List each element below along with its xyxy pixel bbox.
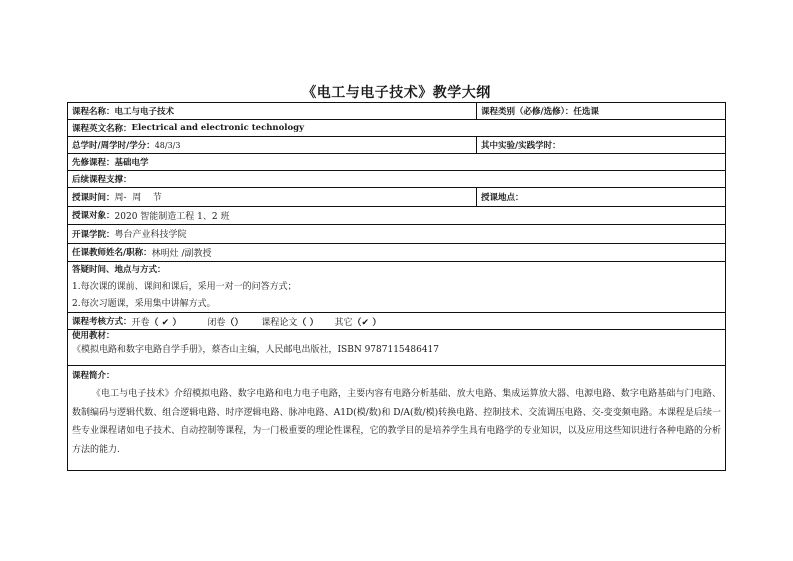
prerequisite-cell: [68, 154, 725, 170]
english-name-label: 课程英文名称：: [72, 124, 132, 134]
qa-label: 答疑时间、地点与方式：: [72, 265, 166, 275]
hours-cell: [68, 137, 477, 153]
target-label: 授课对象：: [72, 211, 115, 222]
college-cell: [68, 225, 725, 243]
open-book-checkbox: （ ✔ ）: [149, 317, 182, 328]
college-value: 粤台产业科技学院: [114, 230, 187, 241]
teaching-location-label: 授课地点：: [481, 192, 524, 203]
course-type-value: 任选课: [573, 107, 599, 117]
row-intro: [68, 366, 725, 470]
followup-cell: [68, 171, 725, 187]
document-title: 《电工与电子技术》教学大纲: [302, 85, 491, 101]
row-assessment: [68, 313, 725, 330]
intro-label: 课程简介：: [72, 371, 115, 381]
paper-checkbox: （ ）: [297, 317, 319, 328]
row-textbook: [68, 330, 725, 366]
followup-label: 后续课程支撑：: [72, 175, 132, 185]
lab-hours-cell: [477, 137, 725, 153]
prerequisite-label: 先修课程：: [72, 158, 115, 168]
course-name-cell: [68, 103, 477, 119]
target-value: 2020 智能制造工程 1、2 班: [114, 211, 230, 222]
english-name-value: Electrical and electronic technology: [131, 123, 305, 133]
teaching-time-label: 授课时间：: [72, 192, 115, 203]
course-type-label: 课程类别（必修/选修）：: [481, 107, 574, 117]
textbook-value: 《模拟电路和数字电路自学手册》，蔡杏山主编，人民邮电出版社，ISBN 9787115486417: [72, 345, 440, 355]
textbook-label: 使用教材：: [72, 331, 115, 341]
row-followup: [68, 171, 725, 188]
course-name-label: 课程名称：: [72, 107, 115, 117]
row-teaching-time: [68, 188, 725, 207]
intro-cell: [68, 366, 725, 470]
closed-book-checkbox: （）: [225, 317, 244, 328]
assessment-cell: [68, 313, 725, 329]
other-checkbox: （✔ ）: [352, 317, 382, 328]
hours-value: 48/3/3: [154, 140, 181, 150]
assessment-option-closed-book: [207, 315, 243, 328]
assessment-option-other: [335, 315, 382, 328]
row-english-name: [68, 120, 725, 137]
textbook-cell: [68, 330, 725, 365]
row-target: [68, 207, 725, 226]
qa-cell: [68, 262, 725, 312]
assessment-option-open-book: [132, 315, 182, 328]
paper-label: 课程论文: [261, 317, 298, 328]
qa-line-2: 2.每次习题课，采用集中讲解方式。: [72, 299, 216, 309]
target-cell: [68, 207, 725, 225]
course-name-value: 电工与电子技术: [114, 107, 175, 117]
assessment-label: 课程考核方式：: [72, 317, 132, 327]
row-hours: [68, 137, 725, 154]
teacher-label: 任课教师姓名/职称：: [72, 248, 152, 259]
teacher-cell: [68, 244, 725, 262]
assessment-option-paper: [261, 315, 318, 328]
other-label: 其它: [334, 317, 353, 328]
teaching-time-cell: [68, 188, 477, 206]
english-name-cell: [68, 120, 725, 136]
teaching-time-value: 周- 周 节: [114, 193, 162, 204]
course-type-cell: [477, 103, 725, 119]
lab-hours-label: 其中实验/实践学时：: [481, 141, 561, 151]
open-book-label: 开卷: [131, 317, 150, 328]
syllabus-table: [67, 102, 726, 471]
intro-text: 《电工与电子技术》介绍模拟电路、数字电路和电力电子电路，主要内容有电路分析基础、放大电路、集成运算放大器、电源电路、数字电路基础与门电路、数制编码与逻辑代数、组合逻辑电路、时序逻辑电路、脉冲电路、A1D(模/数)和 D/A(数/模)转换电路、控制技术、交流调压电路、交-变变频电路。本课程是后续一些专业课程诸如电子技术、自动控制等课程，为一门极重要的理论性课程，它的教学目的是培养学生具有电路学的专业知识，以及应用这些知识进行各种电路的分析方法的能力.: [72, 389, 721, 455]
teacher-value: 林明灶 /副教授: [151, 248, 212, 259]
closed-book-label: 闭卷: [207, 317, 226, 328]
row-teacher: [68, 244, 725, 263]
prerequisite-value: 基础电学: [114, 158, 149, 168]
college-label: 开课学院：: [72, 229, 115, 240]
teaching-location-cell: [477, 188, 725, 206]
qa-line-1: 1.每次课的课前、课间和课后，采用一对一的问答方式；: [72, 282, 297, 292]
row-prerequisite: [68, 154, 725, 171]
hours-label: 总学时/周学时/学分：: [72, 141, 155, 151]
row-qa: [68, 262, 725, 313]
row-college: [68, 225, 725, 244]
row-course-name: [68, 103, 725, 120]
